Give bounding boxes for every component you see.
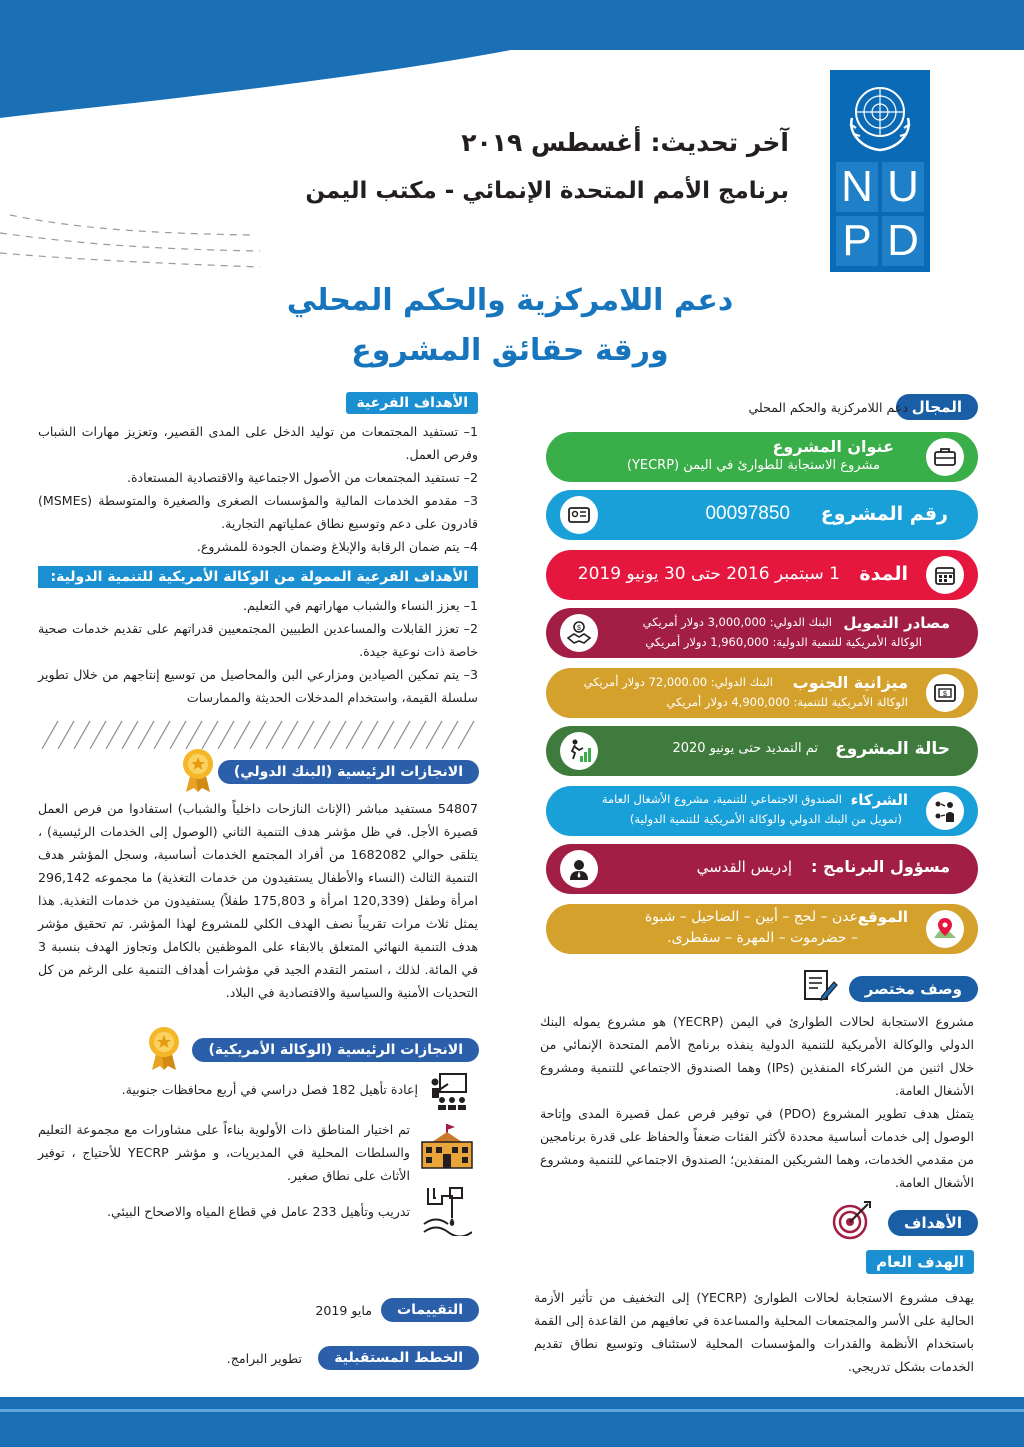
wb-achievements-heading: الانجازات الرئيسية (البنك الدولي) xyxy=(218,760,479,784)
partners-line-1: الصندوق الاجتماعي للتنمية، مشروع الأشغال العامة xyxy=(601,792,842,806)
sub-objectives-heading: الأهداف الفرعية xyxy=(346,392,478,414)
list-item: 2– تستفيد المجتمعات من الأصول الاجتماعية والاقتصادية المستعادة. xyxy=(126,470,478,485)
south-budget-label: ميزانية الجنوب xyxy=(792,673,908,692)
duration-banner xyxy=(546,550,978,600)
person-icon xyxy=(560,850,598,888)
page-subtitle: ورقة حقائق المشروع xyxy=(351,333,669,368)
usaid-achievement-3: تدريب وتأهيل 233 عامل في قطاع المياه والاصحاح البيئي. xyxy=(106,1204,410,1219)
summary-text xyxy=(540,1010,974,1194)
objectives-label: الأهداف xyxy=(888,1210,978,1236)
growth-chart-icon xyxy=(560,732,598,770)
undp-logo xyxy=(830,70,930,272)
usaid-objectives-heading: الأهداف الفرعية الممولة من الوكالة الأمريكية للتنمية الدولية: xyxy=(38,566,478,588)
logo-letter: P xyxy=(836,216,878,266)
project-number-banner xyxy=(546,490,978,540)
target-icon xyxy=(832,1200,872,1240)
funding-label: مصادر التمويل xyxy=(843,614,950,632)
south-budget-banner xyxy=(546,668,978,718)
svg-text:$: $ xyxy=(577,625,581,632)
funding-banner xyxy=(546,608,978,658)
project-number-label: رقم المشروع xyxy=(820,503,948,525)
usaid-achievement-2: تم اختيار المناطق ذات الأولوية بناءاً على مشاورات مع مجموعة التعليم والسلطات المحلية في المديريات، و مؤشر YECRP للأحتياج ، توفير الأثاث على نطاق صغير. xyxy=(38,1122,410,1183)
people-network-icon xyxy=(926,792,964,830)
map-pin-icon xyxy=(926,910,964,948)
undp-letters xyxy=(836,162,924,266)
field-value: دعم اللامركزية والحكم المحلي xyxy=(748,400,908,415)
decorative-dashes xyxy=(0,205,260,270)
list-item: 3– مقدمو الخدمات المالية والمؤسسات الصغرى والصغيرة والمتوسطة (MSMEs) قادرون على دعم وتوسيع نطاق عملياتهم التجارية. xyxy=(38,493,478,531)
award-medal-icon xyxy=(182,748,214,792)
classroom-icon xyxy=(428,1072,468,1112)
future-plans-value: تطوير البرامج. xyxy=(226,1351,302,1366)
water-pipe-icon xyxy=(420,1184,472,1236)
duration-label: المدة xyxy=(859,563,908,585)
funding-line-1: البنك الدولي: 3,000,000 دولار أمريكي xyxy=(642,615,832,629)
project-title-label: عنوان المشروع xyxy=(772,437,894,456)
svg-text:$: $ xyxy=(943,691,947,698)
briefcase-icon xyxy=(926,438,964,476)
location-line-1: عدن – لحج – أبين – الضاحيل – شبوة xyxy=(644,909,858,925)
id-card-icon xyxy=(560,496,598,534)
sub-objectives-list xyxy=(38,420,478,558)
south-budget-line-2: الوكالة الأمريكية للتنمية: 4,900,000 دولار أمريكي xyxy=(666,695,908,709)
calendar-icon xyxy=(926,556,964,594)
summary-label: وصف مختصر xyxy=(849,976,978,1002)
field-label: المجال xyxy=(896,394,978,420)
document-edit-icon xyxy=(802,968,838,1004)
list-item: 3– يتم تمكين الصيادين ومزارعي البن والمحاصيل من توسيع إنتاجهم من خلال تطوير سلسلة القيمة، واستخدام المدخلات الحديثة والممارسات xyxy=(38,667,478,705)
manager-value: إدريس القدسي xyxy=(696,858,792,876)
office-name: برنامج الأمم المتحدة الإنمائي - مكتب اليمن xyxy=(305,178,789,204)
school-building-icon xyxy=(418,1122,476,1170)
bottom-bar xyxy=(0,1397,1024,1447)
last-update: آخر تحديث: أغسطس ٢٠١٩ xyxy=(461,128,789,157)
location-banner xyxy=(546,904,978,954)
summary-paragraph-1: مشروع الاستجابة لحالات الطوارئ في اليمن (YECRP) هو مشروع يموله البنك الدولي والوكالة الأمريكية للتنمية الدولية ينفذه برنامج الأمم المتحدة الإنمائي من خلال اثنين من الشركاء المنفذين (IPs) وهما الصندوق الاجتماعي للتنمية ومشروع الأشغال العامة. xyxy=(540,1014,974,1098)
un-emblem-icon xyxy=(842,78,918,154)
usaid-achievement-1: إعادة تأهيل 182 فصل دراسي في أربع محافظات جنوبية. xyxy=(121,1082,418,1097)
evaluations-value: مايو 2019 xyxy=(315,1303,372,1318)
south-budget-line-1: البنك الدولي: 72,000.00 دولار أمريكي xyxy=(583,675,773,689)
location-label: الموقع xyxy=(857,908,908,926)
location-line-2: – حضرموت – المهرة – سقطرى. xyxy=(667,930,858,946)
partners-banner xyxy=(546,786,978,836)
award-medal-icon xyxy=(148,1026,180,1070)
left-column xyxy=(38,392,478,755)
logo-letter: U xyxy=(882,162,924,212)
partners-line-2: (تمويل من البنك الدولي والوكالة الأمريكية للتنمية الدولية) xyxy=(629,812,902,826)
summary-paragraph-2: يتمثل هدف تطوير المشروع (PDO) في توفير فرص عمل قصيرة المدى وإتاحة الوصول إلى خدمات أساسية محددة لأكثر الفئات ضعفاً والحفاظ على قدرة برنامجين من مقدمي الخدمات، وهما الشريكين المنفذين؛ الصندوق الاجتماعي للتنمية ومشروع الأشغال العامة. xyxy=(540,1106,975,1190)
page-title: دعم اللامركزية والحكم المحلي xyxy=(286,283,734,318)
future-plans-label: الخطط المستقبلية xyxy=(318,1346,479,1370)
list-item: 4– يتم ضمان الرقابة والإبلاغ وضمان الجودة للمشروع. xyxy=(196,539,478,554)
project-title-banner xyxy=(546,432,978,482)
project-number-value: 00097850 xyxy=(705,503,790,524)
handshake-money-icon xyxy=(560,614,598,652)
section-divider xyxy=(38,715,478,755)
header-wave xyxy=(0,40,560,118)
project-title-value: مشروع الاستجابة للطوارئ في اليمن (YECRP) xyxy=(626,458,880,473)
usaid-objectives-list xyxy=(38,594,478,709)
manager-banner xyxy=(546,844,978,894)
usaid-achievements-heading: الانجازات الرئيسية (الوكالة الأمريكية) xyxy=(192,1038,479,1062)
evaluations-label: التقييمات xyxy=(381,1298,479,1322)
logo-letter: N xyxy=(836,162,878,212)
funding-line-2: الوكالة الأمريكية للتنمية الدولية: 1,960,000 دولار أمريكي xyxy=(645,635,922,649)
manager-label: مسؤول البرنامج : xyxy=(810,857,950,876)
status-value: تم التمديد حتى يونيو 2020 xyxy=(672,741,818,756)
list-item: 1– تستفيد المجتمعات من توليد الدخل على المدى القصير، وتعزيز مهارات الشباب وفرص العمل. xyxy=(38,424,478,462)
list-item: 1– يعزز النساء والشباب مهاراتهم في التعليم. xyxy=(243,598,478,613)
status-label: حالة المشروع xyxy=(835,739,950,759)
general-objective-text: يهدف مشروع الاستجابة لحالات الطوارئ (YECRP) إلى التخفيف من تأثير الأزمة الحالية على الأسر والمجتمعات المحلية والمساعدة في تعافيهم من القاعدة إلى القمة باستخدام الأنظمة والقدرات والمؤسسات المحلية لاستئناف وتوسيع نطاق تقديم الخدمات بشكل تدريجي. xyxy=(534,1290,974,1374)
safe-money-icon xyxy=(926,674,964,712)
wb-achievements-text: 54807 مستفيد مباشر (الإناث النازحات داخلياً والشباب) استفادوا من فرص العمل قصيرة الأجل. في ظل مؤشر هدف التنمية الثاني (الوصول إلى الخدمات الرئيسية) ، يتلقى حوالي 1682082 من أفراد المجتمع الخدمات أساسية، وسجل المؤشر هدف التنمية الثالث (النساء والأطفال يستفيدون من خدمات التغذية) ما مجموعه 296,142 امرأة وطفل (120,339 امرأة و 175,803 طفلاً) يستفيدون من خدمات التغذية. هذا يمثل ثلاث مرات تقريباً نصف الهدف الكلي للمشروع لهذا المؤشر. تم تحقيق مؤشر هدف التنمية النهائي المتعلق بالابقاء على الموظفين بالكامل وتجاوز الهدف بنسبة 3 في المائة. لذلك ، استمر التقدم الجيد في مؤشرات أهداف التنمية على الرغم من كل التحديات الأمنية والسياسية والاقتصادية في البلاد. xyxy=(38,801,478,1000)
footer-stripe xyxy=(0,1409,1024,1412)
logo-letter: D xyxy=(882,216,924,266)
duration-value: 1 سبتمبر 2016 حتى 30 يونيو 2019 xyxy=(577,564,840,584)
status-banner xyxy=(546,726,978,776)
list-item: 2– تعزز القابلات والمساعدين الطبيين المجتمعيين قدراتهم على تقديم خدمات صحية خاصة ذات نوعية جيدة. xyxy=(38,621,478,659)
partners-label: الشركاء xyxy=(850,791,908,809)
general-objective-label: الهدف العام xyxy=(866,1250,974,1274)
